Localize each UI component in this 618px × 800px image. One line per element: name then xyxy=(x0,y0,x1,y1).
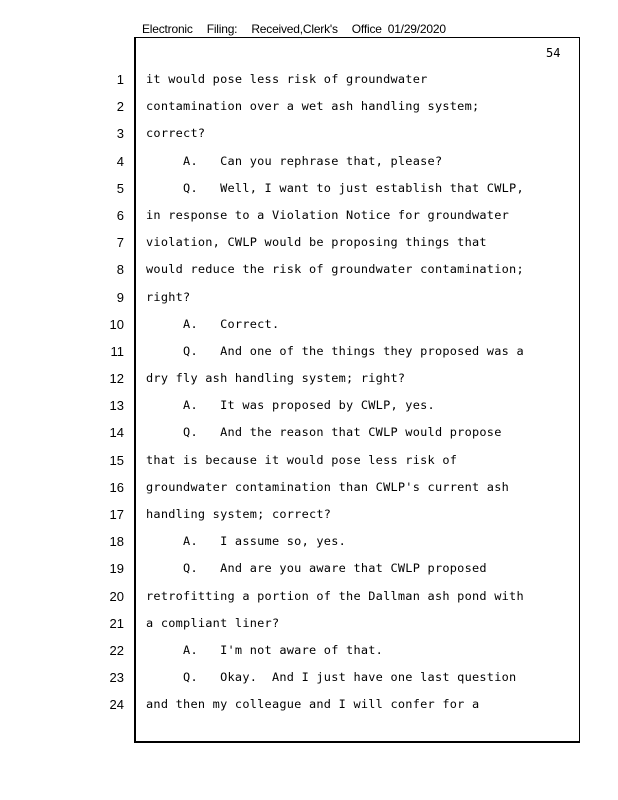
line-number: 23 xyxy=(109,670,124,686)
line-number: 8 xyxy=(116,262,124,278)
line-number: 12 xyxy=(109,371,124,387)
line-number-column xyxy=(100,66,124,719)
line-number: 2 xyxy=(116,99,124,115)
line-number: 20 xyxy=(109,588,124,604)
page-number: 54 xyxy=(546,46,561,60)
transcript-line: A. I'm not aware of that. xyxy=(146,642,384,657)
line-number: 19 xyxy=(109,561,124,577)
transcript-line: right? xyxy=(146,289,191,304)
line-number: 9 xyxy=(116,289,124,305)
line-number: 22 xyxy=(109,642,124,658)
filing-stamp xyxy=(142,22,460,36)
transcript-line: in response to a Violation Notice for groundwater xyxy=(146,207,510,222)
line-number: 1 xyxy=(116,72,124,87)
transcript-line: Q. Okay. And I just have one last question xyxy=(146,670,517,685)
filing-stamp-filing: Filing: xyxy=(206,22,238,36)
filing-stamp-electronic: Electronic xyxy=(142,22,193,36)
line-number: 11 xyxy=(110,343,124,359)
line-number: 14 xyxy=(109,425,124,441)
transcript-line: Q. And the reason that CWLP would propose xyxy=(146,425,502,440)
line-number: 6 xyxy=(116,207,124,223)
line-number: 3 xyxy=(116,126,124,142)
transcript-line: a compliant liner? xyxy=(146,615,280,630)
filing-stamp-date: 01/29/2020 xyxy=(387,22,446,36)
transcript-line: violation, CWLP would be proposing things that xyxy=(146,235,487,250)
transcript-line: A. I assume so, yes. xyxy=(146,534,347,549)
transcript-line: handling system; correct? xyxy=(146,507,332,521)
transcript-line: and then my colleague and I will confer for a xyxy=(146,697,480,712)
transcript-line: Q. And are you aware that CWLP proposed xyxy=(146,561,487,576)
transcript-line: Q. Well, I want to just establish that CWLP, xyxy=(146,180,524,195)
line-number: 24 xyxy=(109,697,124,713)
transcript-line: A. It was proposed by CWLP, yes. xyxy=(146,398,435,413)
line-number: 17 xyxy=(109,507,124,522)
transcript-line: that is because it would pose less risk of xyxy=(146,452,458,467)
line-number: 13 xyxy=(109,398,124,414)
line-number: 7 xyxy=(116,235,124,251)
transcript-line: A. Can you rephrase that, please? xyxy=(146,153,443,168)
line-number: 21 xyxy=(109,615,124,631)
transcript-line: contamination over a wet ash handling system; xyxy=(146,99,480,114)
line-number: 15 xyxy=(109,452,124,468)
transcript-line: dry fly ash handling system; right? xyxy=(146,371,406,386)
transcript-line: retrofitting a portion of the Dallman ash pond with xyxy=(146,588,524,603)
line-number: 16 xyxy=(109,479,124,495)
transcript-line: would reduce the risk of groundwater contamination; xyxy=(146,262,524,277)
transcript-line: groundwater contamination than CWLP's current ash xyxy=(146,479,510,494)
line-number: 5 xyxy=(116,180,124,196)
transcript-text xyxy=(146,66,576,719)
line-number: 10 xyxy=(109,316,124,332)
line-number: 4 xyxy=(116,153,124,169)
filing-stamp-office: Office xyxy=(351,22,382,36)
filing-stamp-received: Received,Clerk's xyxy=(251,22,338,36)
transcript-line: Q. And one of the things they proposed was a xyxy=(146,343,524,358)
transcript-line: correct? xyxy=(146,126,206,141)
transcript-line: A. Correct. xyxy=(146,316,280,331)
transcript-line: it would pose less risk of groundwater xyxy=(146,72,428,86)
line-number: 18 xyxy=(109,534,124,550)
